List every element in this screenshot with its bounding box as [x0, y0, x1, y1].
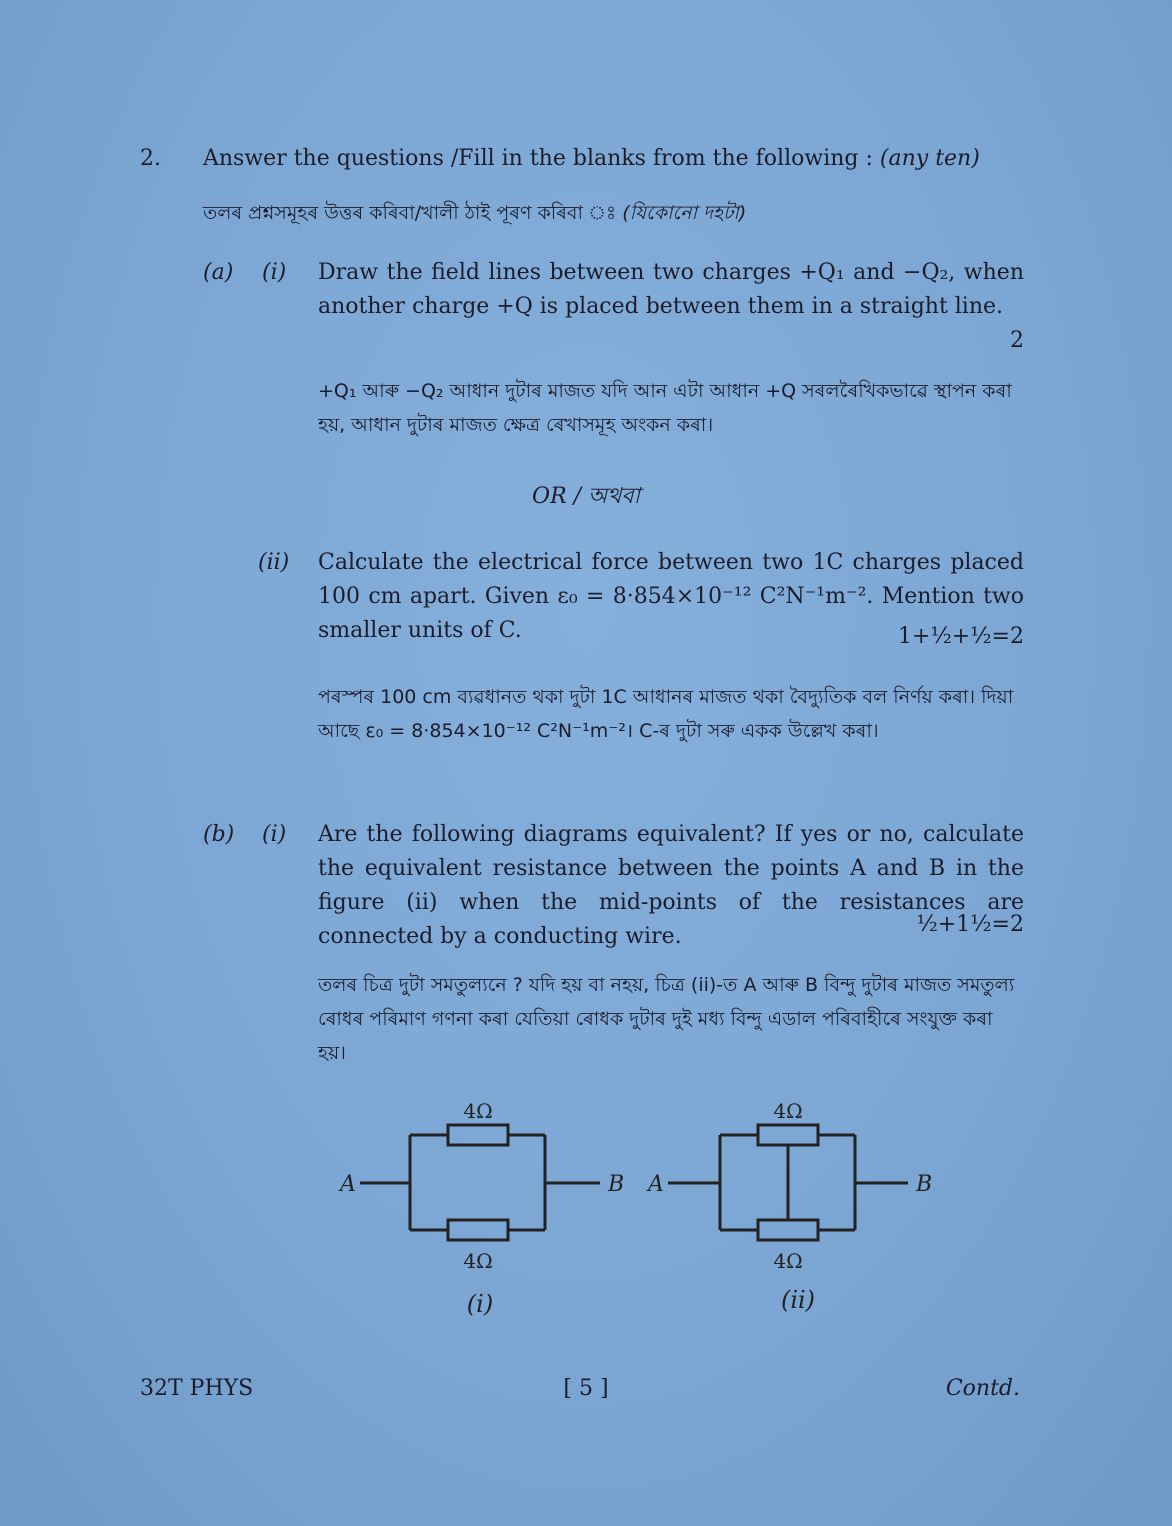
- fig1-point-a: A: [340, 1172, 356, 1197]
- or-separator: OR / অথবা: [532, 484, 640, 509]
- footer-page-number: [ 5 ]: [563, 1376, 609, 1401]
- fig2-top-resistance: 4Ω: [773, 1099, 803, 1123]
- circuit-figure-i: [360, 1125, 600, 1240]
- instruction-english: [203, 142, 1033, 176]
- part-b-i-assamese: তলৰ চিত্ৰ দুটা সমতুল্যনে ? যদি হয় বা নহয়, চিত্ৰ (ii)-ত A আৰু B বিন্দু দুটাৰ মাজত সমতুল্য ৰোধৰ পৰিমাণ গণনা কৰা যেতিয়া ৰোধক দুটাৰ দুই মধ্য বিন্দু এডাল পৰিবাহীৰে সংযুক্ত কৰা হয়।: [318, 974, 1015, 1064]
- top-resistor: [448, 1125, 508, 1145]
- part-b-i-marks: ½+1½=2: [916, 912, 1024, 937]
- part-a-i-assamese: +Q₁ আৰু −Q₂ আধান দুটাৰ মাজত যদি আন এটা আধান +Q সৰলৰৈখিকভাৱে স্থাপন কৰা হয়, আধান দুটাৰ মাজত ক্ষেত্ৰ ৰেখাসমূহ অংকন কৰা।: [318, 380, 1012, 436]
- instruction-english-choice: (any ten): [879, 146, 980, 171]
- fig2-bottom-resistance: 4Ω: [773, 1249, 803, 1273]
- part-a-ii-assamese: পৰস্পৰ 100 cm ব্যৱধানত থকা দুটা 1C আধানৰ মাজত থকা বৈদ্যুতিক বল নিৰ্ণয় কৰা। দিয়া আছে ε₀ = 8·854×10⁻¹² C²N⁻¹m⁻²। C-ৰ দুটা সৰু একক উল্লেখ কৰা।: [318, 686, 1014, 742]
- footer-contd: Contd.: [945, 1376, 1020, 1401]
- part-a-ii-marks: 1+½+½=2: [898, 624, 1024, 649]
- part-a-ii-label: (ii): [258, 550, 290, 575]
- part-a-i-english: Draw the field lines between two charges +Q₁ and −Q₂, when another charge +Q is placed between them in a straight line.: [318, 260, 1024, 319]
- bottom-resistor: [758, 1220, 818, 1240]
- fig2-point-b: B: [916, 1172, 933, 1197]
- circuit-figure-ii: [668, 1125, 908, 1240]
- fig2-point-a: A: [648, 1172, 664, 1197]
- instruction-assamese-text: তলৰ প্ৰশ্নসমূহৰ উত্তৰ কৰিবা/খালী ঠাই পূৰণ কৰিবা ঃ: [203, 202, 617, 224]
- top-resistor: [758, 1125, 818, 1145]
- part-b-i-label: (i): [262, 822, 287, 847]
- fig1-point-b: B: [608, 1172, 625, 1197]
- footer-paper-code: 32T PHYS: [140, 1376, 254, 1401]
- instruction-assamese: [203, 196, 1033, 230]
- part-a-i-marks: 2: [1010, 328, 1024, 353]
- fig1-top-resistance: 4Ω: [463, 1099, 493, 1123]
- part-b-label: (b): [203, 822, 235, 847]
- instruction-english-text: Answer the questions /Fill in the blanks from the following :: [203, 146, 873, 171]
- part-a-label: (a): [203, 260, 234, 285]
- fig2-caption: (ii): [780, 1286, 816, 1314]
- circuit-diagrams: [320, 1090, 960, 1330]
- part-a-i-label: (i): [262, 260, 287, 285]
- fig1-bottom-resistance: 4Ω: [463, 1249, 493, 1273]
- part-a-ii-english: Calculate the electrical force between two 1C charges placed 100 cm apart. Given ε₀ = 8·854×10⁻¹² C²N⁻¹m⁻². Mention two smaller units of C.: [318, 550, 1024, 643]
- part-b-i-english: Are the following diagrams equivalent? If yes or no, calculate the equivalent resistance between the points A and B in the figure (ii) when the mid-points of the resistances are connected by a conducting wire.: [318, 822, 1024, 949]
- question-number: 2.: [140, 146, 161, 171]
- bottom-resistor: [448, 1220, 508, 1240]
- fig1-caption: (i): [466, 1290, 494, 1318]
- instruction-assamese-choice: (যিকোনো দহটা): [622, 202, 747, 224]
